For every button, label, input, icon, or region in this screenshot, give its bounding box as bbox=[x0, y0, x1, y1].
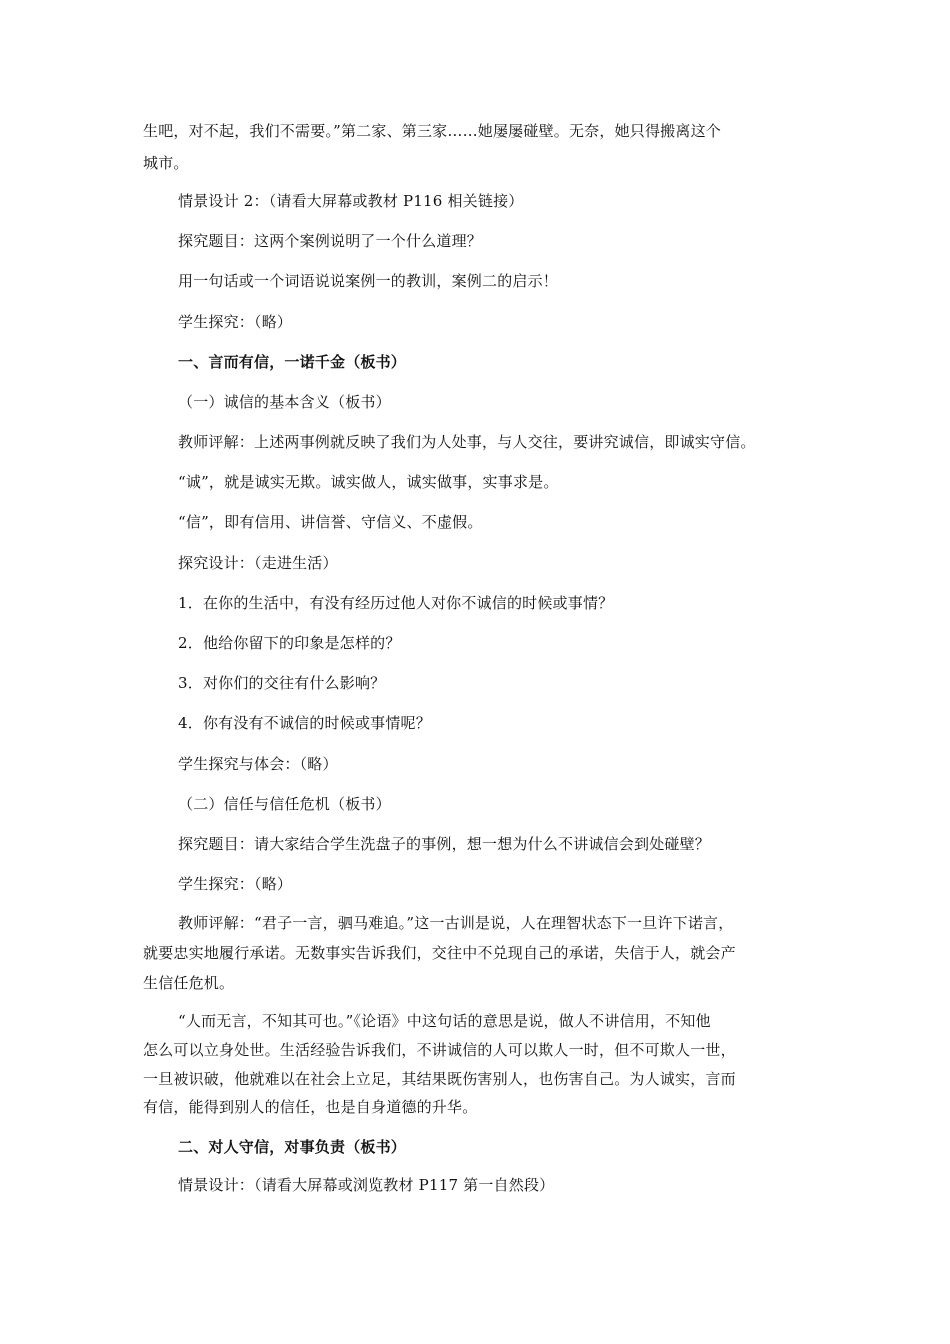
paragraph-text: 生信任危机。 bbox=[143, 974, 235, 992]
paragraph-text: 情景设计 2：（请看大屏幕或教材 P116 相关链接） bbox=[178, 192, 524, 210]
list-item: 2．他给你留下的印象是怎样的？ bbox=[178, 634, 401, 652]
paragraph-text: 学生探究与体会：（略） bbox=[178, 755, 338, 773]
section-heading: 一、言而有信，一诺千金（板书） bbox=[178, 353, 407, 371]
paragraph-text: 城市。 bbox=[143, 154, 189, 172]
paragraph-text: 一旦被识破，他就难以在社会上立足，其结果既伤害别人，也伤害自己。为人诚实，言而 bbox=[143, 1070, 736, 1088]
paragraph-text: 有信，能得到别人的信任，也是自身道德的升华。 bbox=[143, 1098, 478, 1116]
list-item: 3．对你们的交往有什么影响？ bbox=[178, 674, 386, 692]
paragraph-text: 教师评解：“君子一言，驷马难追。”这一古训是说，人在理智状态下一旦许下诺言， bbox=[178, 914, 734, 932]
paragraph-text: 情景设计：（请看大屏幕或浏览教材 P117 第一自然段） bbox=[178, 1176, 555, 1194]
subsection-heading: （一）诚信的基本含义（板书） bbox=[178, 393, 391, 411]
paragraph-text: 就要忠实地履行承诺。无数事实告诉我们，交往中不兑现自己的承诺，失信于人，就会产 bbox=[143, 944, 736, 962]
subsection-heading: （二）信任与信任危机（板书） bbox=[178, 795, 391, 813]
paragraph-text: 探究题目：请大家结合学生洗盘子的事例，想一想为什么不讲诚信会到处碰壁？ bbox=[178, 835, 711, 853]
paragraph-text: “人而无言，不知其可也。”《论语》中这句话的意思是说，做人不讲信用，不知他 bbox=[178, 1012, 711, 1030]
list-item: 4．你有没有不诚信的时候或事情呢？ bbox=[178, 714, 431, 732]
paragraph-text: 教师评解：上述两事例就反映了我们为人处事，与人交往，要讲究诚信，即诚实守信。 bbox=[178, 433, 756, 451]
paragraph-text: “诚”，就是诚实无欺。诚实做人，诚实做事，实事求是。 bbox=[178, 473, 559, 491]
paragraph-text: 用一句话或一个词语说说案例一的教训，案例二的启示！ bbox=[178, 272, 559, 290]
paragraph-text: “信”，即有信用、讲信誉、守信义、不虚假。 bbox=[178, 513, 483, 531]
paragraph-text: 探究题目：这两个案例说明了一个什么道理？ bbox=[178, 232, 483, 250]
section-heading: 二、对人守信，对事负责（板书） bbox=[178, 1138, 407, 1156]
paragraph-text: 学生探究：（略） bbox=[178, 875, 293, 893]
list-item: 1．在你的生活中，有没有经历过他人对你不诚信的时候或事情？ bbox=[178, 594, 614, 612]
paragraph-text: 怎么可以立身处世。生活经验告诉我们，不讲诚信的人可以欺人一时，但不可欺人一世， bbox=[143, 1041, 736, 1059]
paragraph-text: 学生探究：（略） bbox=[178, 313, 293, 331]
paragraph-text: 探究设计：（走进生活） bbox=[178, 554, 338, 572]
paragraph-text: 生吧，对不起，我们不需要。”第二家、第三家……她屡屡碰壁。无奈，她只得搬离这个 bbox=[143, 122, 721, 140]
